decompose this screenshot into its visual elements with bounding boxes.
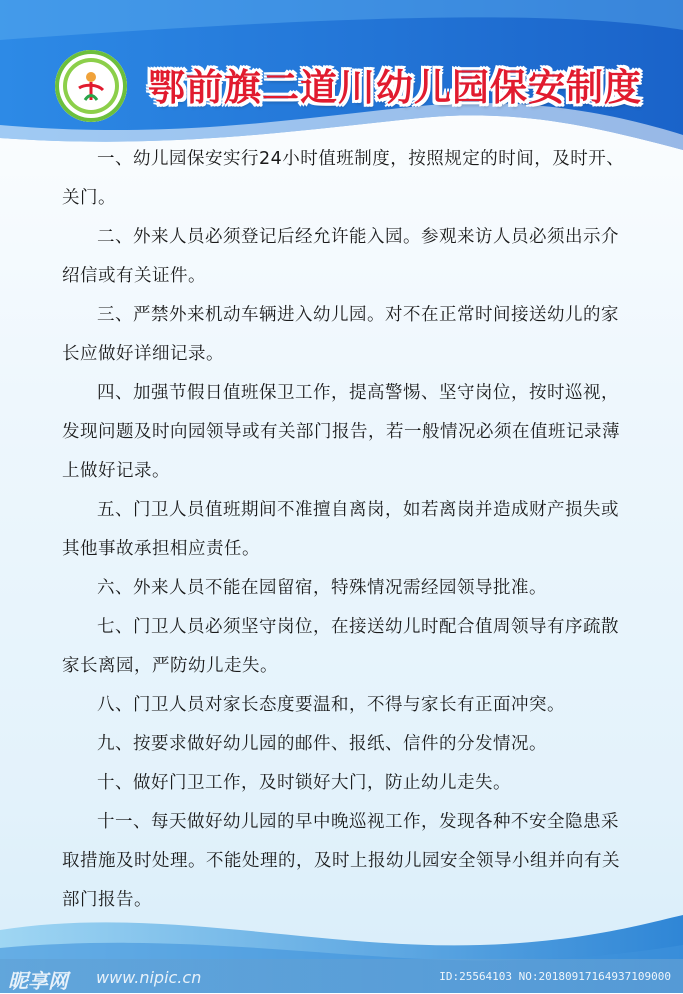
- rules-list: [62, 140, 632, 920]
- rule-item: 十一、每天做好幼儿园的早中晚巡视工作，发现各种不安全隐患采取措施及时处理。不能处理的，及时上报幼儿园安全领导小组并向有关部门报告。: [62, 812, 620, 910]
- rule-item: 一、幼儿园保安实行24小时值班制度，按照规定的时间，及时开、关门。: [62, 149, 625, 208]
- watermark-bar: [0, 959, 683, 993]
- rule-item: 五、门卫人员值班期间不准擅自离岗，如若离岗并造成财产损失或其他事故承担相应责任。: [62, 500, 619, 559]
- watermark-url: www.nipic.cn: [96, 968, 202, 987]
- rule-item: 三、严禁外来机动车辆进入幼儿园。对不在正常时间接送幼儿的家长应做好详细记录。: [62, 305, 619, 364]
- rule-item: 七、门卫人员必须坚守岗位，在接送幼儿时配合值周领导有序疏散家长离园，严防幼儿走失。: [62, 617, 619, 676]
- page-title: 鄂前旗二道川幼儿园保安制度: [148, 66, 642, 109]
- rule-item: 九、按要求做好幼儿园的邮件、报纸、信件的分发情况。: [97, 734, 547, 754]
- rule-item: 四、加强节假日值班保卫工作，提高警惕、坚守岗位，按时巡视，发现问题及时向园领导或有关部门报告，若一般情况必须在值班记录薄上做好记录。: [62, 383, 620, 481]
- watermark-site-logo: 昵享网: [8, 969, 68, 993]
- rule-item: 二、外来人员必须登记后经允许能入园。参观来访人员必须出示介绍信或有关证件。: [62, 227, 619, 286]
- rule-item: 十、做好门卫工作，及时锁好大门，防止幼儿走失。: [97, 773, 511, 793]
- rule-item: 六、外来人员不能在园留宿，特殊情况需经园领导批准。: [97, 578, 547, 598]
- rule-item: 八、门卫人员对家长态度要温和，不得与家长有正面冲突。: [97, 695, 565, 715]
- kindergarten-logo: [55, 50, 127, 122]
- watermark-id: ID:25564103 NO:20180917164937109000: [439, 970, 671, 983]
- kindergarten-logo-icon: [55, 50, 127, 122]
